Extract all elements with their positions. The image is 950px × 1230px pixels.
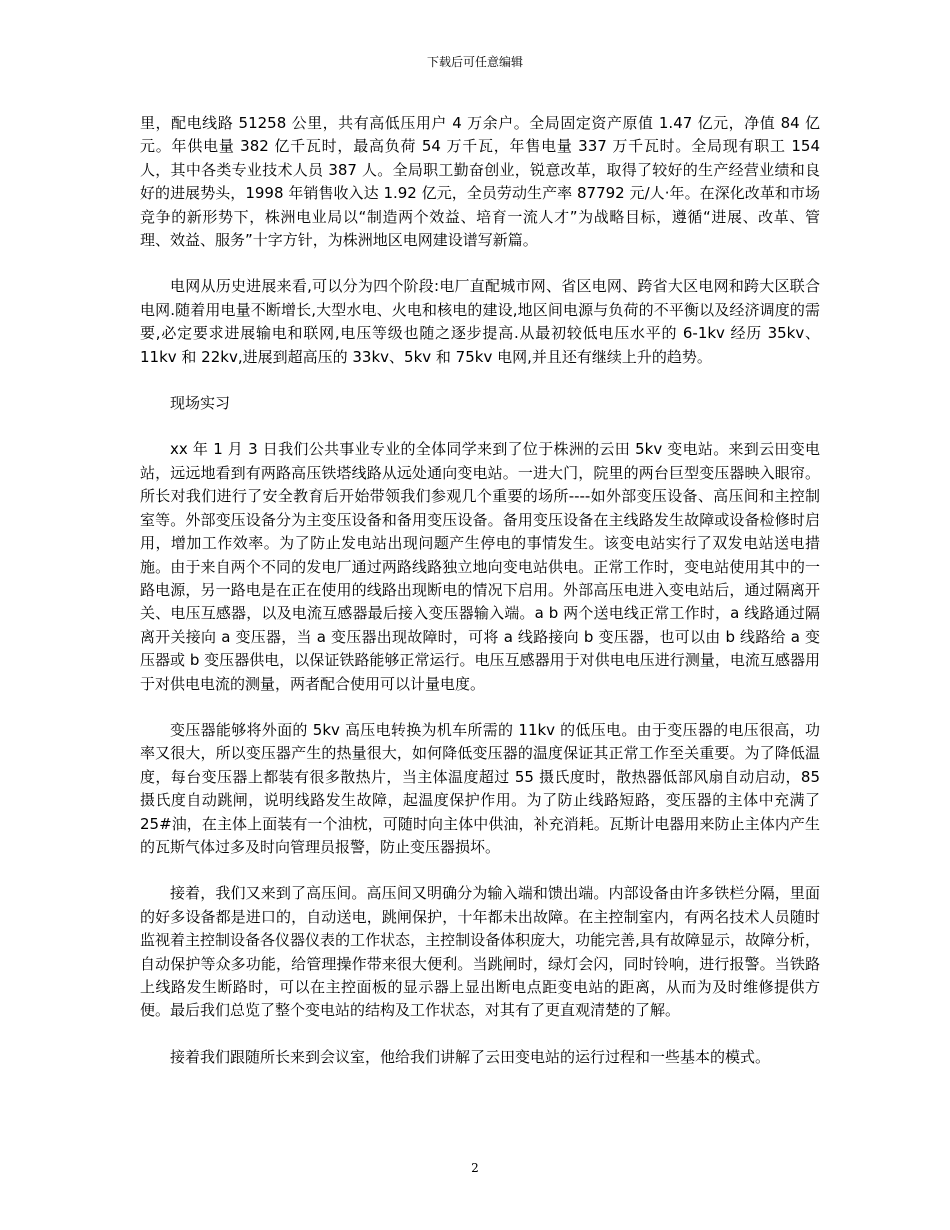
paragraph-meeting-room: 接着我们跟随所长来到会议室，他给我们讲解了云田变电站的运行过程和一些基本的模式。 <box>170 1047 771 1066</box>
page-number: 2 <box>471 1161 479 1175</box>
paragraph-grid-history: 电网从历史进展来看,可以分为四个阶段:电厂直配城市网、省区电网、跨省大区电网和跨大区联合电网.随着用电量不断增长,大型水电、火电和核电的建设,地区间电源与负荷的不平衡以及经济调度的需要,必定要求进展输电和联网,电压等级也随之逐步提高.从最初较低电压水平的 6-1kv 经历 35kv、11kv 和 22kv,进展到超高压的 33kv、5kv 和 75kv 电网,并且还有继续上升的趋势。 <box>140 277 820 366</box>
paragraph-high-voltage-room: 接着，我们又来到了高压间。高压间又明确分为输入端和馈出端。内部设备由许多铁栏分隔，里面的好多设备都是进口的，自动送电，跳闸保护，十年都未出故障。在主控制室内，有两名技术人员随时监视着主控制设备各仪器仪表的工作状态，主控制设备体积庞大，功能完善,具有故障显示，故障分析，自动保护等众多功能，给管理操作带来很大便利。当跳闸时，绿灯会闪，同时铃响，进行报警。当铁路上线路发生断路时，可以在主控面板的显示器上显出断电点距变电站的距离，从而为及时维修提供方便。最后我们总览了整个变电站的结构及工作状态，对其有了更直观清楚的了解。 <box>140 884 820 1020</box>
paragraph-site-visit: xx 年 1 月 3 日我们公共事业专业的全体同学来到了位于株洲的云田 5kv 变电站。来到云田变电站，远远地看到有两路高压铁塔线路从远处通向变电站。一进大门，院里的两台巨型变压器映入眼帘。所长对我们进行了安全教育后开始带领我们参观几个重要的场所----如外部变压设备、高压间和主控制室等。外部变压设备分为主变压设备和备用变压设备。备用变压设备在主线路发生故障或设备检修时启用，增加工作效率。为了防止发电站出现问题产生停电的事情发生。该变电站实行了双发电站送电措施。由于来自两个不同的发电厂通过两路线路独立地向变电站供电。正常工作时，变电站使用其中的一路电源，另一路电是在正在使用的线路出现断电的情况下启用。外部高压电进入变电站后，通过隔离开关、电压互感器，以及电流互感器最后接入变压器输入端。a b 两个送电线正常工作时，a 线路通过隔离开关接向 a 变压器，当 a 变压器出现故障时，可将 a 线路接向 b 变压器，也可以由 b 线路给 a 变压器或 b 变压器供电，以保证铁路能够正常运行。电压互感器用于对供电电压进行测量，电流互感器用于对供电电流的测量，两者配合使用可以计量电度。 <box>140 440 820 693</box>
page-header: 下载后可任意编辑 <box>426 55 523 69</box>
paragraph-transformer: 变压器能够将外面的 5kv 高压电转换为机车所需的 11kv 的低压电。由于变压器的电压很高，功率又很大，所以变压器产生的热量很大，如何降低变压器的温度保证其正常工作至关重要。为了降低温度，每台变压器上都装有很多散热片，当主体温度超过 55 摄氏度时，散热器低部风扇自动启动，85 摄氏度自动跳闸，说明线路发生故障，起温度保护作用。为了防止线路短路，变压器的主体中充满了 25#油，在主体上面装有一个油枕，可随时向主体中供油，补充消耗。瓦斯计电器用来防止主体内产生的瓦斯气体过多及时向管理员报警，防止变压器损坏。 <box>140 720 820 856</box>
section-heading: 现场实习 <box>170 394 231 413</box>
document-body <box>140 112 820 1092</box>
paragraph-intro: 里，配电线路 51258 公里，共有高低压用户 4 万余户。全局固定资产原值 1.47 亿元，净值 84 亿元。年供电量 382 亿千瓦时，最高负荷 54 万千瓦，年售电量 337 万千瓦时。全局现有职工 154 人，其中各类专业技术人员 387 人。全局职工勤奋创业，锐意改革，取得了较好的生产经营业绩和良好的进展势头，1998 年销售收入达 1.92 亿元，全员劳动生产率 87792 元/人·年。在深化改革和市场竞争的新形势下，株洲电业局以“制造两个效益、培育一流人才”为战略目标，遵循“进展、改革、管理、效益、服务”十字方针，为株洲地区电网建设谱写新篇。 <box>140 114 820 250</box>
